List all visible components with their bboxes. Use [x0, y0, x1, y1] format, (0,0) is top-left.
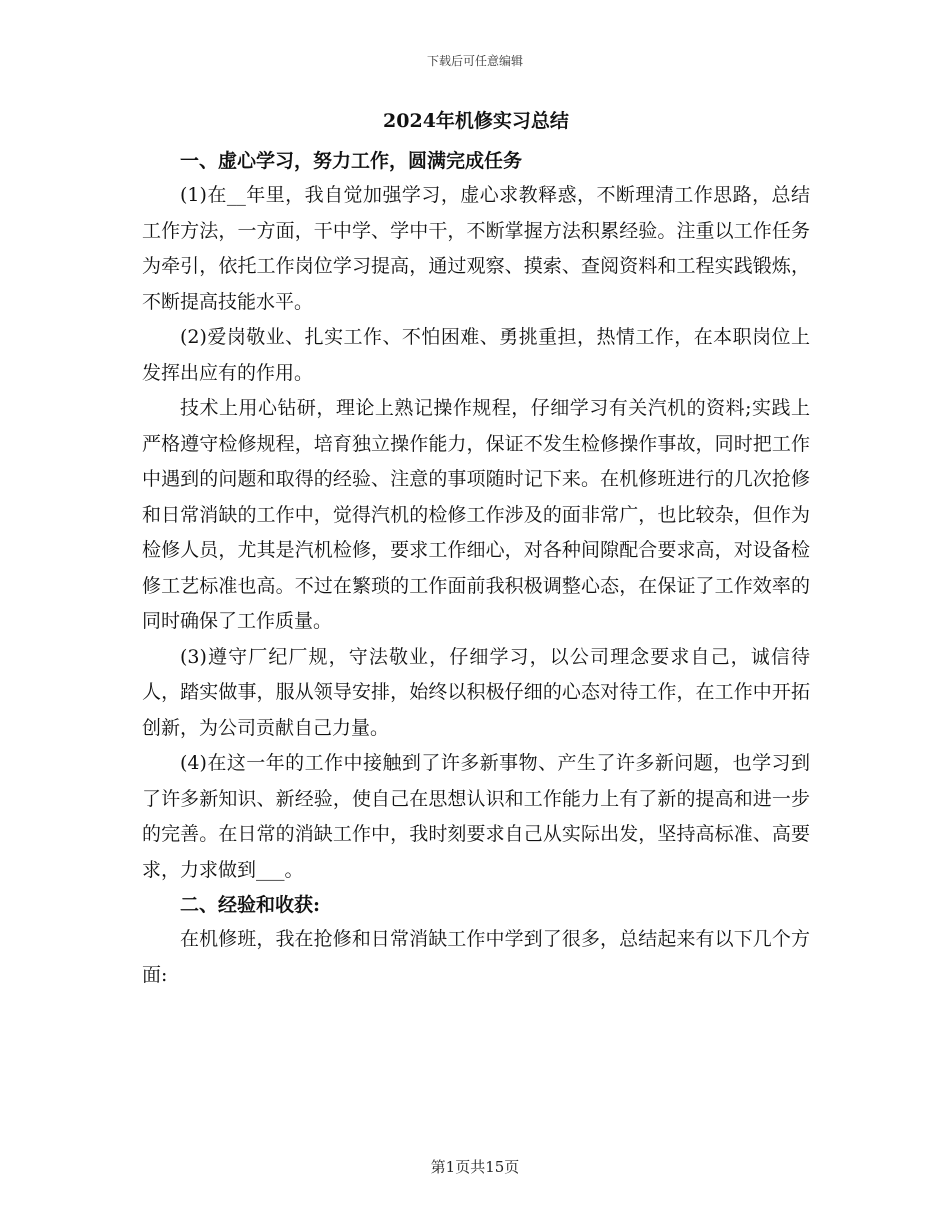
paragraph-2: (2)爱岗敬业、扎实工作、不怕困难、勇挑重担，热情工作，在本职岗位上发挥出应有的作用。	[142, 326, 810, 384]
page-number: 第1页共15页	[430, 1158, 520, 1176]
document-title: 2024年机修实习总结	[383, 110, 569, 132]
paragraph-5: (4)在这一年的工作中接触到了许多新事物、产生了许多新问题，也学习到了许多新知识、新经验，使自己在思想认识和工作能力上有了新的提高和进一步的完善。在日常的消缺工作中，我时刻要求自己从实际出发，坚持高标准、高要求，力求做到___。	[142, 752, 810, 881]
document-body	[142, 106, 810, 993]
paragraph-6: 在机修班，我在抢修和日常消缺工作中学到了很多，总结起来有以下几个方面:	[142, 928, 810, 986]
section-heading-1: 一、虚心学习，努力工作，圆满完成任务	[180, 150, 523, 172]
section-heading-2: 二、经验和收获:	[180, 894, 321, 916]
page-header-note: 下载后可任意编辑	[426, 54, 523, 68]
paragraph-3: 技术上用心钻研，理论上熟记操作规程，仔细学习有关汽机的资料;实践上严格遵守检修规程，培育独立操作能力，保证不发生检修操作事故，同时把工作中遇到的问题和取得的经验、注意的事项随时记下来。在机修班进行的几次抢修和日常消缺的工作中，觉得汽机的检修工作涉及的面非常广，也比较杂，但作为检修人员，尤其是汽机检修，要求工作细心，对各种间隙配合要求高，对设备检修工艺标准也高。不过在繁琐的工作面前我积极调整心态，在保证了工作效率的同时确保了工作质量。	[142, 397, 810, 632]
paragraph-1: (1)在__年里，我自觉加强学习，虚心求教释惑，不断理清工作思路，总结工作方法，一方面，干中学、学中干，不断掌握方法积累经验。注重以工作任务为牵引，依托工作岗位学习提高，通过观察、摸索、查阅资料和工程实践锻炼，不断提高技能水平。	[142, 184, 810, 313]
paragraph-4: (3)遵守厂纪厂规，守法敬业，仔细学习，以公司理念要求自己，诚信待人，踏实做事，服从领导安排，始终以积极仔细的心态对待工作，在工作中开拓创新，为公司贡献自己力量。	[142, 645, 810, 739]
